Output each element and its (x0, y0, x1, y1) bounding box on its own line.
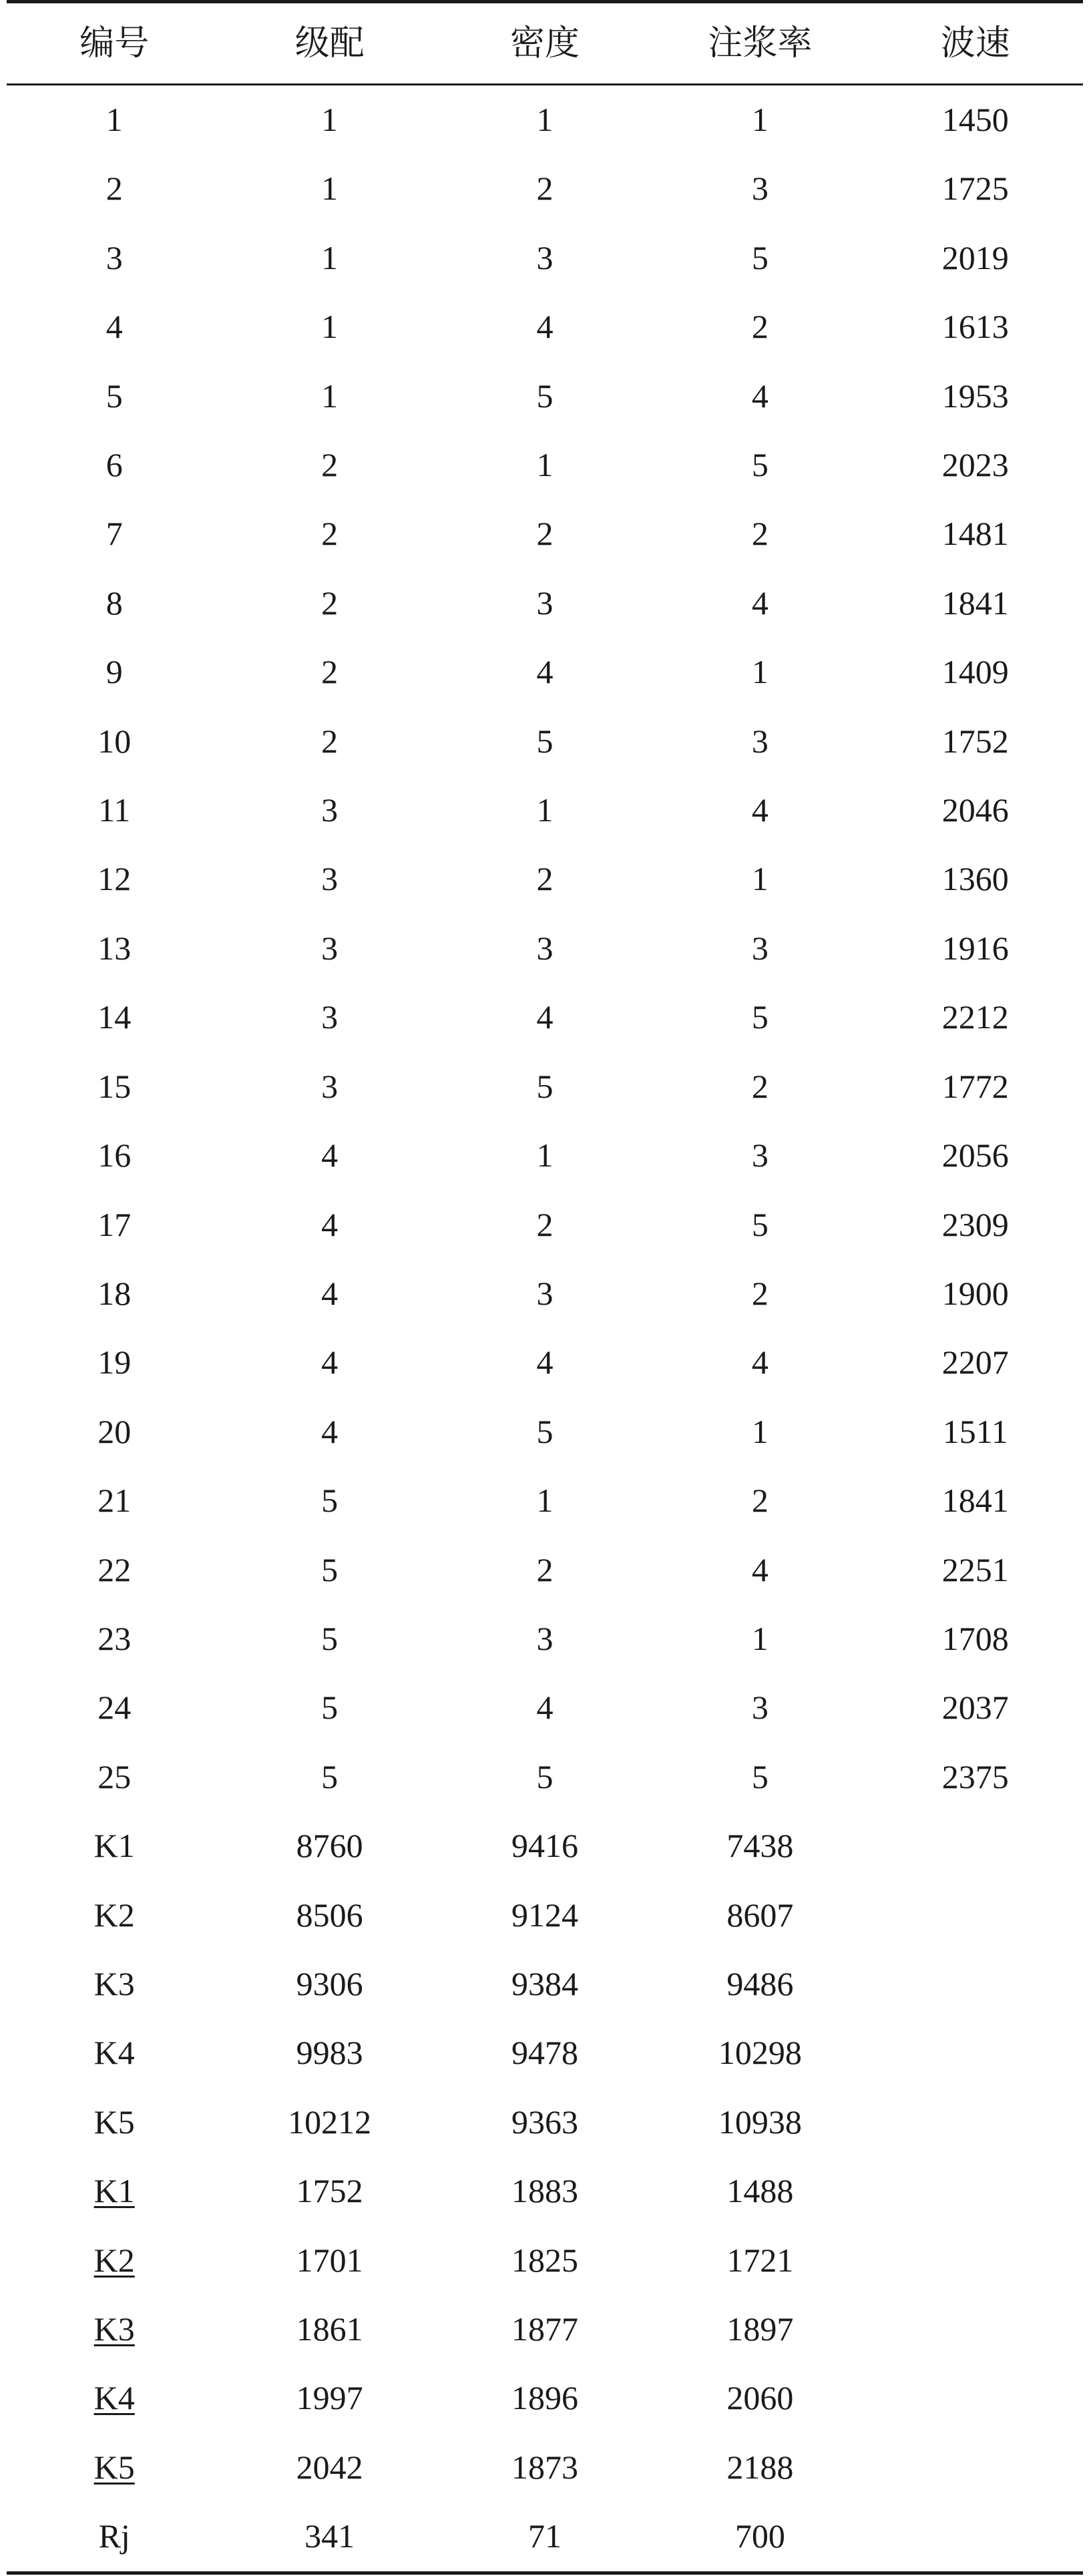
cell-grout-rate: 2060 (726, 2379, 794, 2417)
cell-id: 3 (105, 238, 123, 276)
cell-grout-rate: 1721 (726, 2241, 794, 2279)
cell-wave-speed (868, 2433, 1083, 2502)
cell-id-underlined: K5 (93, 2448, 135, 2486)
table-row (7, 569, 1083, 638)
cell-gradation: 4 (321, 1343, 339, 1381)
cell-id: 6 (105, 446, 123, 484)
cell-id: 24 (97, 1689, 132, 1727)
cell-id: 5 (105, 377, 123, 415)
table-row (7, 362, 1083, 431)
cell-density: 1825 (511, 2241, 578, 2279)
cell-wave-speed: 2037 (941, 1689, 1009, 1727)
cell-id: 13 (97, 929, 132, 967)
cell-gradation: 3 (321, 998, 339, 1036)
cell-density: 1 (536, 446, 554, 484)
cell-id: 4 (105, 308, 123, 346)
orthogonal-test-table-container (7, 0, 1083, 2575)
cell-wave-speed: 1772 (941, 1067, 1009, 1105)
cell-id (7, 2295, 222, 2364)
cell-wave-speed (868, 2226, 1083, 2295)
cell-id: K5 (93, 2103, 135, 2141)
cell-grout-rate: 5 (751, 238, 769, 276)
cell-density: 1 (536, 791, 554, 829)
cell-grout-rate: 1897 (726, 2310, 794, 2348)
cell-gradation: 8506 (296, 1896, 363, 1934)
cell-id: K3 (93, 1964, 135, 2002)
table-row (7, 1398, 1083, 1466)
table-row (7, 1191, 1083, 1259)
cell-gradation: 5 (321, 1482, 339, 1520)
cell-gradation: 2 (321, 584, 339, 622)
cell-density: 2 (536, 515, 554, 553)
cell-density: 9478 (511, 2034, 578, 2072)
cell-grout-rate: 1 (751, 1412, 769, 1450)
table-row (7, 224, 1083, 292)
cell-density: 4 (536, 998, 554, 1036)
cell-wave-speed: 2251 (941, 1550, 1009, 1588)
cell-wave-speed: 1613 (941, 308, 1009, 346)
cell-density: 2 (536, 1550, 554, 1588)
cell-density: 2 (536, 860, 554, 898)
cell-gradation: 5 (321, 1550, 339, 1588)
cell-gradation: 4 (321, 1136, 339, 1174)
table-body (7, 85, 1083, 2573)
cell-grout-rate: 3 (751, 1689, 769, 1727)
cell-wave-speed (868, 1811, 1083, 1880)
cell-id: 9 (105, 653, 123, 691)
header-id: 编号 (79, 23, 150, 63)
cell-density: 2 (536, 1205, 554, 1243)
cell-id: 25 (97, 1757, 132, 1795)
table-row (7, 1811, 1083, 1880)
cell-grout-rate: 2 (751, 1067, 769, 1105)
table-row (7, 292, 1083, 361)
cell-id: 14 (97, 998, 132, 1036)
cell-wave-speed: 1360 (941, 860, 1009, 898)
cell-wave-speed: 2375 (941, 1757, 1009, 1795)
cell-wave-speed: 1953 (941, 377, 1009, 415)
cell-gradation: 1 (321, 238, 339, 276)
table-row (7, 1950, 1083, 2018)
cell-gradation: 3 (321, 929, 339, 967)
table-row (7, 638, 1083, 706)
table-row (7, 845, 1083, 913)
cell-gradation: 9306 (296, 1964, 363, 2002)
cell-gradation: 1 (321, 377, 339, 415)
cell-wave-speed (868, 2018, 1083, 2087)
table-row (7, 85, 1083, 155)
cell-density: 4 (536, 308, 554, 346)
table-row (7, 776, 1083, 845)
cell-density: 2 (536, 170, 554, 208)
cell-id: 19 (97, 1343, 132, 1381)
cell-grout-rate: 4 (751, 584, 769, 622)
cell-gradation: 9983 (296, 2034, 363, 2072)
cell-wave-speed: 2212 (941, 998, 1009, 1036)
cell-id: 22 (97, 1550, 132, 1588)
table-row (7, 1259, 1083, 1328)
cell-wave-speed (868, 1881, 1083, 1950)
cell-gradation: 3 (321, 1067, 339, 1105)
cell-density: 9363 (511, 2103, 578, 2141)
table-row (7, 1466, 1083, 1535)
cell-id: 17 (97, 1205, 132, 1243)
table-row (7, 2018, 1083, 2087)
cell-id (7, 2157, 222, 2225)
cell-grout-rate: 5 (751, 998, 769, 1036)
cell-wave-speed (868, 1950, 1083, 2018)
table-row (7, 1328, 1083, 1397)
table-row (7, 2502, 1083, 2573)
cell-gradation: 5 (321, 1757, 339, 1795)
cell-wave-speed: 1752 (941, 722, 1009, 760)
cell-wave-speed (868, 2295, 1083, 2364)
cell-density: 5 (536, 722, 554, 760)
cell-grout-rate: 700 (734, 2517, 785, 2555)
table-row (7, 914, 1083, 983)
cell-id: K4 (93, 2034, 135, 2072)
cell-grout-rate: 3 (751, 170, 769, 208)
cell-id: K1 (93, 1827, 135, 1865)
cell-gradation: 4 (321, 1412, 339, 1450)
cell-id: 8 (105, 584, 123, 622)
table-row (7, 707, 1083, 776)
cell-density: 5 (536, 1412, 554, 1450)
cell-wave-speed: 2207 (941, 1343, 1009, 1381)
cell-gradation: 2 (321, 515, 339, 553)
cell-gradation: 1701 (296, 2241, 363, 2279)
cell-id: K2 (93, 1896, 135, 1934)
cell-wave-speed: 1841 (941, 1482, 1009, 1520)
cell-density: 4 (536, 1689, 554, 1727)
cell-density: 5 (536, 377, 554, 415)
cell-gradation: 8760 (296, 1827, 363, 1865)
cell-grout-rate: 9486 (726, 1964, 794, 2002)
cell-grout-rate: 2 (751, 308, 769, 346)
cell-id: 10 (97, 722, 132, 760)
cell-gradation: 1861 (296, 2310, 363, 2348)
table-row (7, 1673, 1083, 1742)
cell-wave-speed: 1511 (942, 1412, 1008, 1450)
cell-density: 3 (536, 929, 554, 967)
cell-id: 18 (97, 1274, 132, 1312)
cell-wave-speed: 2309 (941, 1205, 1009, 1243)
cell-id: 7 (105, 515, 123, 553)
cell-wave-speed: 1841 (941, 584, 1009, 622)
cell-id: 2 (105, 170, 123, 208)
table-row (7, 1121, 1083, 1190)
cell-density: 3 (536, 1619, 554, 1657)
cell-density: 1873 (511, 2448, 578, 2486)
cell-wave-speed: 1481 (941, 515, 1009, 553)
table-row (7, 2433, 1083, 2502)
cell-grout-rate: 1 (751, 101, 769, 138)
cell-id: 1 (105, 101, 123, 138)
table-row (7, 2364, 1083, 2432)
cell-id-underlined: K3 (93, 2310, 135, 2348)
cell-grout-rate: 1 (751, 860, 769, 898)
cell-wave-speed: 1916 (941, 929, 1009, 967)
cell-grout-rate: 4 (751, 791, 769, 829)
cell-id: 11 (98, 791, 131, 829)
cell-grout-rate: 3 (751, 722, 769, 760)
cell-density: 5 (536, 1067, 554, 1105)
cell-gradation: 1 (321, 308, 339, 346)
cell-grout-rate: 1 (751, 653, 769, 691)
cell-wave-speed: 2056 (941, 1136, 1009, 1174)
cell-gradation: 2042 (296, 2448, 363, 2486)
cell-gradation: 1752 (296, 2172, 363, 2210)
cell-density: 3 (536, 1274, 554, 1312)
cell-density: 1883 (511, 2172, 578, 2210)
cell-gradation: 2 (321, 653, 339, 691)
cell-gradation: 3 (321, 860, 339, 898)
cell-grout-rate: 1488 (726, 2172, 794, 2210)
cell-grout-rate: 2 (751, 1274, 769, 1312)
table-row (7, 983, 1083, 1052)
cell-density: 3 (536, 238, 554, 276)
cell-gradation: 3 (321, 791, 339, 829)
header-wave-speed: 波速 (940, 23, 1010, 63)
cell-wave-speed: 1409 (941, 653, 1009, 691)
orthogonal-test-table (7, 0, 1083, 2575)
cell-density: 1877 (511, 2310, 578, 2348)
cell-grout-rate: 1 (751, 1619, 769, 1657)
header-gradation: 级配 (294, 23, 365, 63)
cell-wave-speed: 1450 (941, 101, 1009, 138)
cell-density: 9124 (511, 1896, 578, 1934)
table-row (7, 1536, 1083, 1604)
table-row (7, 2088, 1083, 2157)
cell-wave-speed (868, 2502, 1083, 2573)
table-row (7, 1052, 1083, 1121)
header-density: 密度 (509, 23, 580, 63)
cell-grout-rate: 3 (751, 1136, 769, 1174)
cell-grout-rate: 2188 (726, 2448, 794, 2486)
cell-id (7, 2433, 222, 2502)
cell-gradation: 5 (321, 1619, 339, 1657)
cell-wave-speed (868, 2364, 1083, 2432)
cell-id-underlined: K1 (93, 2172, 135, 2210)
cell-wave-speed: 2046 (941, 791, 1009, 829)
cell-grout-rate: 5 (751, 1757, 769, 1795)
cell-wave-speed: 1708 (941, 1619, 1009, 1657)
table-row (7, 1743, 1083, 1811)
table-row (7, 154, 1083, 223)
cell-density: 5 (536, 1757, 554, 1795)
cell-gradation: 4 (321, 1274, 339, 1312)
table-row (7, 1881, 1083, 1950)
cell-id: 16 (97, 1136, 132, 1174)
cell-id (7, 2226, 222, 2295)
cell-grout-rate: 8607 (726, 1896, 794, 1934)
cell-gradation: 341 (304, 2517, 355, 2555)
cell-grout-rate: 7438 (726, 1827, 794, 1865)
cell-grout-rate: 5 (751, 446, 769, 484)
cell-wave-speed: 1725 (941, 170, 1009, 208)
cell-grout-rate: 5 (751, 1205, 769, 1243)
cell-density: 1 (536, 1136, 554, 1174)
cell-gradation: 1997 (296, 2379, 363, 2417)
cell-wave-speed: 2019 (941, 238, 1009, 276)
cell-gradation: 2 (321, 722, 339, 760)
table-row (7, 2295, 1083, 2364)
table-row (7, 2157, 1083, 2225)
cell-grout-rate: 2 (751, 1482, 769, 1520)
cell-grout-rate: 10938 (718, 2103, 802, 2141)
cell-id: 20 (97, 1412, 132, 1450)
cell-grout-rate: 2 (751, 515, 769, 553)
cell-gradation: 5 (321, 1689, 339, 1727)
cell-density: 1896 (511, 2379, 578, 2417)
cell-gradation: 2 (321, 446, 339, 484)
cell-id: 12 (97, 860, 132, 898)
cell-density: 9416 (511, 1827, 578, 1865)
cell-wave-speed (868, 2088, 1083, 2157)
cell-gradation: 10212 (288, 2103, 372, 2141)
table-row (7, 431, 1083, 499)
cell-gradation: 4 (321, 1205, 339, 1243)
cell-grout-rate: 4 (751, 377, 769, 415)
cell-id-underlined: K4 (93, 2379, 135, 2417)
cell-density: 71 (527, 2517, 562, 2555)
cell-wave-speed: 1900 (941, 1274, 1009, 1312)
table-row (7, 1604, 1083, 1673)
cell-grout-rate: 4 (751, 1550, 769, 1588)
cell-id: 15 (97, 1067, 132, 1105)
table-row (7, 499, 1083, 568)
table-row (7, 2226, 1083, 2295)
cell-grout-rate: 3 (751, 929, 769, 967)
cell-wave-speed (868, 2157, 1083, 2225)
cell-id: Rj (98, 2517, 130, 2555)
cell-wave-speed: 2023 (941, 446, 1009, 484)
cell-density: 9384 (511, 1964, 578, 2002)
cell-gradation: 1 (321, 101, 339, 138)
header-row (7, 2, 1083, 85)
cell-density: 4 (536, 653, 554, 691)
cell-grout-rate: 4 (751, 1343, 769, 1381)
cell-density: 1 (536, 101, 554, 138)
cell-density: 4 (536, 1343, 554, 1381)
cell-density: 1 (536, 1482, 554, 1520)
cell-id: 23 (97, 1619, 132, 1657)
cell-density: 3 (536, 584, 554, 622)
cell-id (7, 2364, 222, 2432)
table-header (7, 2, 1083, 85)
cell-grout-rate: 10298 (718, 2034, 802, 2072)
cell-gradation: 1 (321, 170, 339, 208)
cell-id-underlined: K2 (93, 2241, 135, 2279)
header-grout-rate: 注浆率 (708, 23, 813, 63)
cell-id: 21 (97, 1482, 132, 1520)
